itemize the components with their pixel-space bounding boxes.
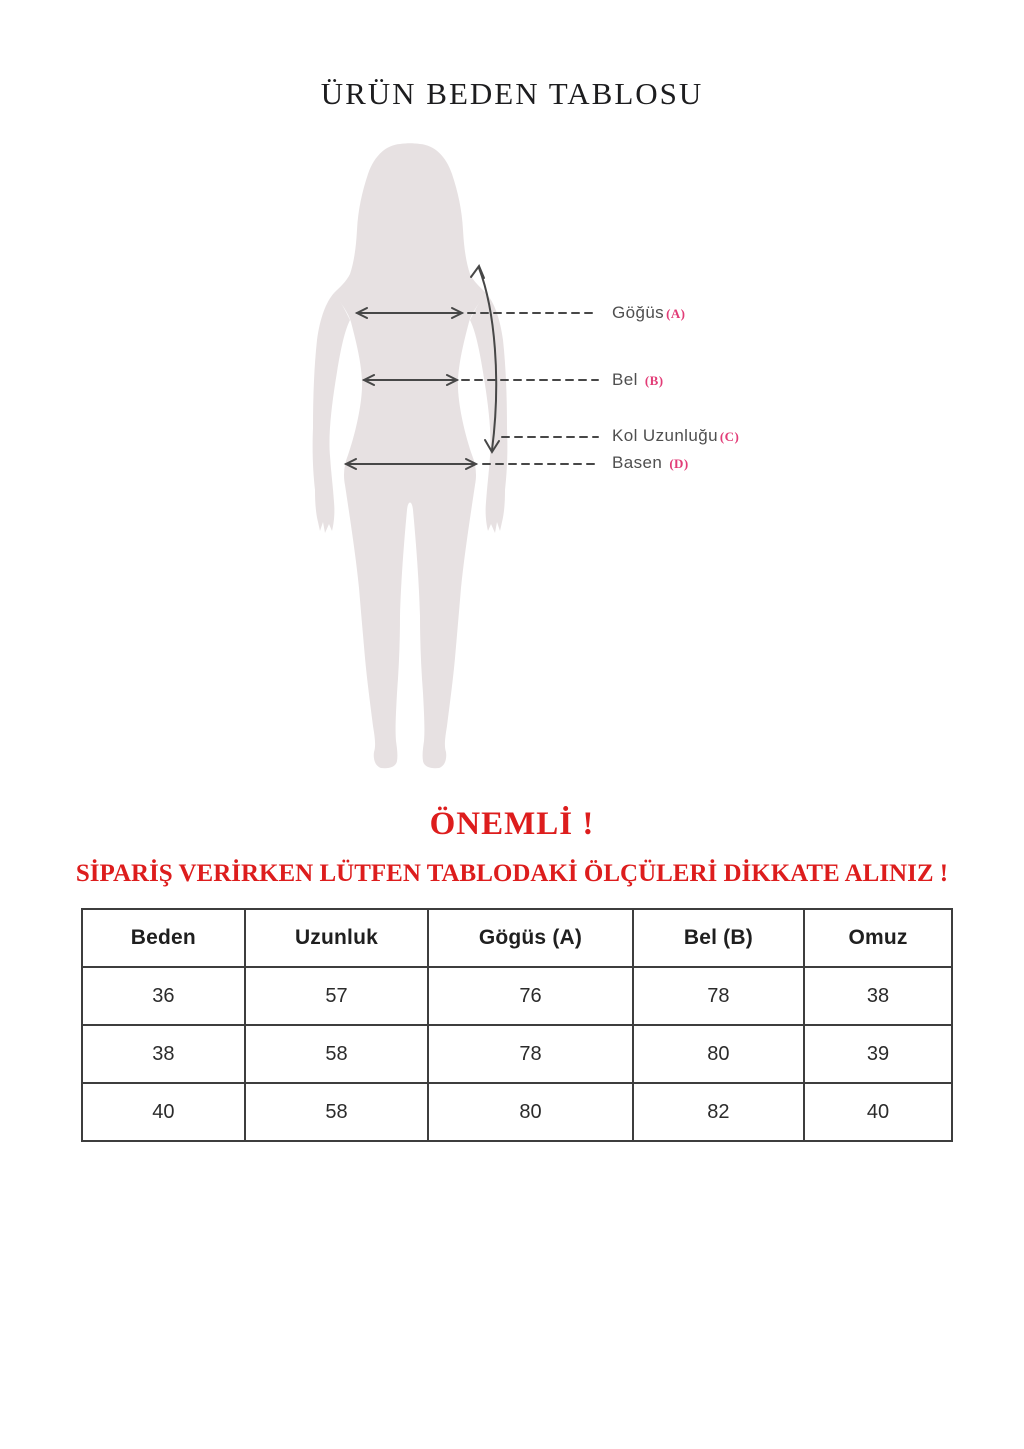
label-waist-text: Bel [612,370,638,389]
cell-chest: 78 [428,1025,632,1083]
size-table [81,908,953,1142]
col-header-uzunluk: Uzunluk [245,909,429,967]
table-row [82,967,952,1025]
label-hip-text: Basen [612,453,663,472]
cell-shoulder: 40 [804,1083,952,1141]
silhouette-body-shape [334,143,486,768]
label-hip [612,453,689,473]
label-chest [612,303,685,323]
cell-shoulder: 38 [804,967,952,1025]
silhouette-right-arm [470,293,507,533]
page-title: ÜRÜN BEDEN TABLOSU [320,76,704,111]
label-arm-length-text: Kol Uzunluğu [612,426,718,445]
cell-waist: 78 [633,967,804,1025]
cell-size: 40 [82,1083,245,1141]
cell-length: 57 [245,967,429,1025]
label-waist-code: (B) [644,373,664,388]
table-row [82,1025,952,1083]
size-table-header-row [82,909,952,967]
label-hip-code: (D) [669,456,689,471]
cell-length: 58 [245,1025,429,1083]
label-chest-text: Göğüs [612,303,665,322]
label-arm-length-code: (C) [719,429,740,444]
cell-length: 58 [245,1083,429,1141]
important-heading: ÖNEMLİ ! [429,806,595,842]
label-arm-length [612,426,739,446]
cell-chest: 76 [428,967,632,1025]
body-silhouette-image [300,140,520,770]
cell-waist: 82 [633,1083,804,1141]
cell-chest: 80 [428,1083,632,1141]
cell-size: 36 [82,967,245,1025]
table-row [82,1083,952,1141]
col-header-beden: Beden [82,909,245,967]
cell-waist: 80 [633,1025,804,1083]
label-chest-code: (A) [666,306,686,321]
label-waist [612,370,663,390]
cell-shoulder: 39 [804,1025,952,1083]
order-warning-text: SİPARİŞ VERİRKEN LÜTFEN TABLODAKİ ÖLÇÜLERİ DİKKATE ALINIZ ! [75,860,949,887]
col-header-omuz: Omuz [804,909,952,967]
col-header-bel: Bel (B) [633,909,804,967]
silhouette-left-arm [313,293,350,533]
cell-size: 38 [82,1025,245,1083]
col-header-gogus: Gögüs (A) [428,909,632,967]
